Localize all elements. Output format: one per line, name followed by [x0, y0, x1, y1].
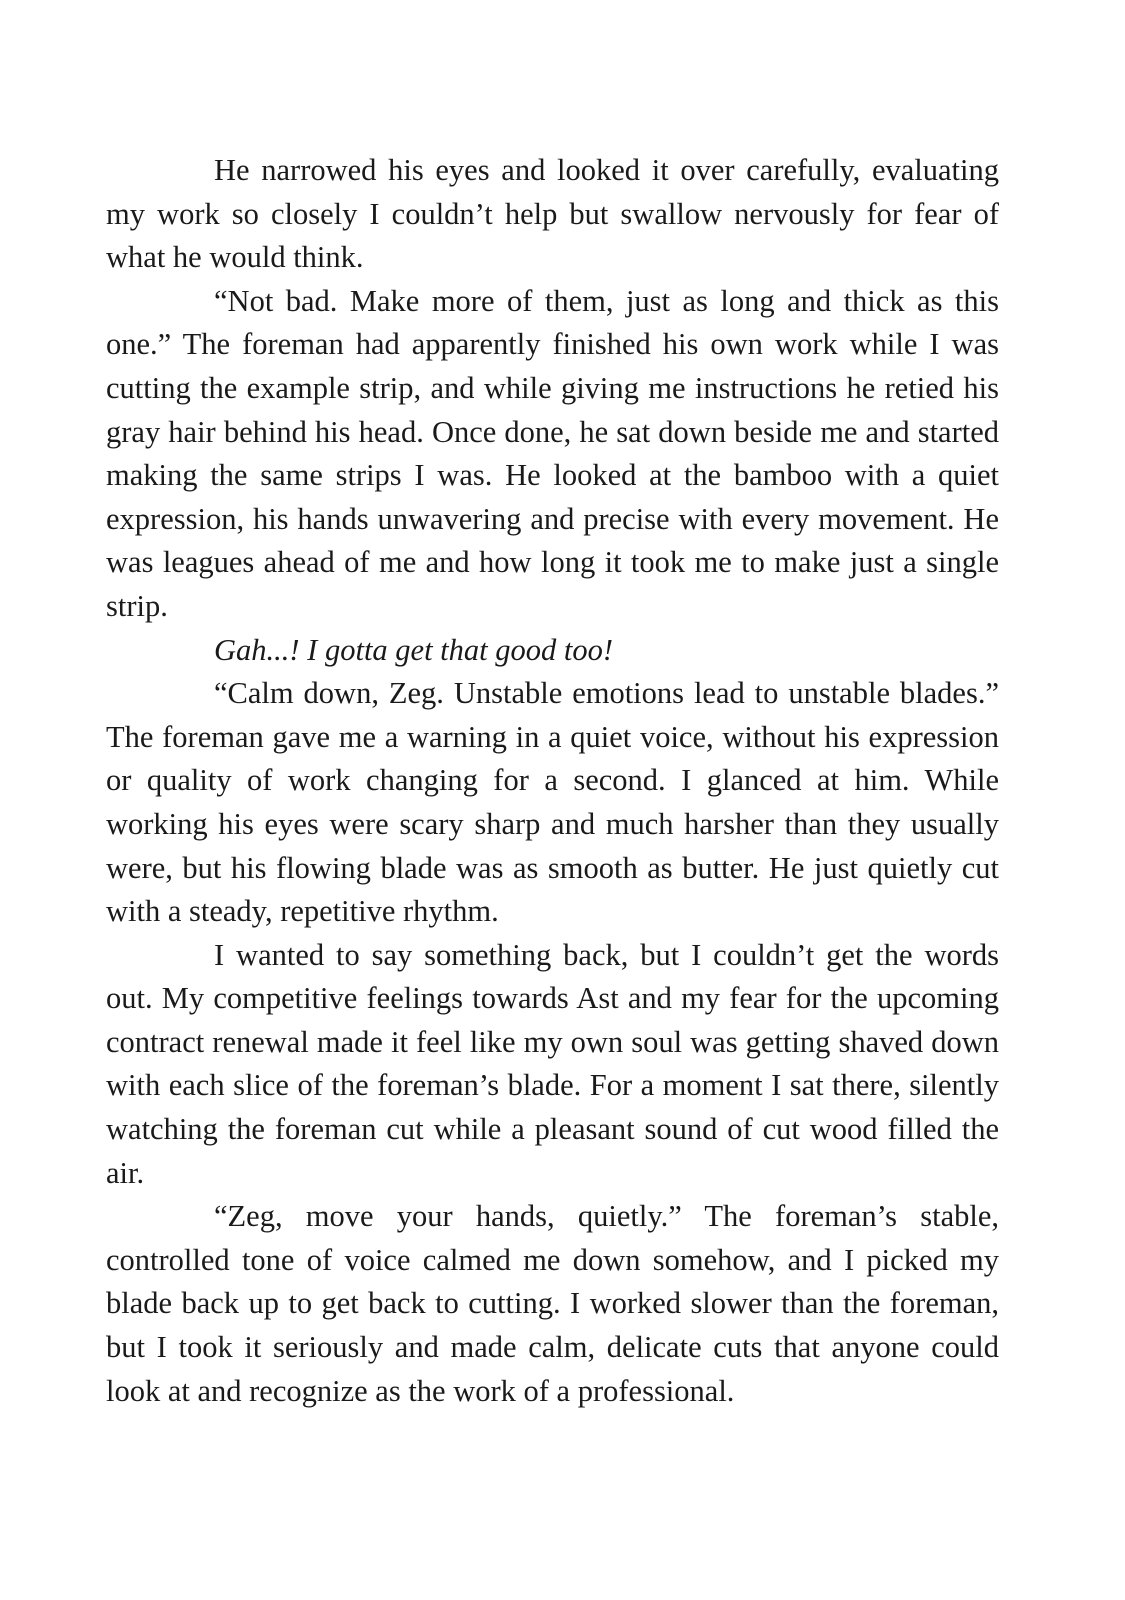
- paragraph-5: I wanted to say something back, but I couldn’t get the words out. My competitive feelings towards Ast and my fear for the upcoming contract renewal made it feel like my own soul was getting shaved down with each slice of the foreman’s blade. For a moment I sat there, silently watching the foreman cut while a pleasant sound of cut wood filled the air.: [106, 937, 999, 1190]
- paragraph-6: “Zeg, move your hands, quietly.” The foreman’s stable, controlled tone of voice calmed me down somehow, and I picked my blade back up to get back to cutting. I worked slower than the foreman, but I took it seriously and made calm, delicate cuts that anyone could look at and recognize as the work of a professional.: [106, 1199, 999, 1408]
- paragraph-4: “Calm down, Zeg. Unstable emotions lead to unstable blades.” The foreman gave me a warning in a quiet voice, without his expression or quality of work changing for a second. I glanced at him. While working his eyes were scary sharp and much harsher than they usually were, but his flowing blade was as smooth as butter. He just quietly cut with a steady, repetitive rhythm.: [106, 676, 999, 929]
- paragraph-3-thought: Gah...! I gotta get that good too!: [214, 632, 614, 667]
- book-page: [106, 149, 999, 1413]
- paragraph-1: He narrowed his eyes and looked it over carefully, evaluating my work so closely I couldn’t help but swallow nervously for fear of what he would think.: [106, 153, 999, 275]
- paragraph-2: “Not bad. Make more of them, just as long and thick as this one.” The foreman had apparently finished his own work while I was cutting the example strip, and while giving me instructions he retied his gray hair behind his head. Once done, he sat down beside me and started making the same strips I was. He looked at the bamboo with a quiet expression, his hands unwavering and precise with every movement. He was leagues ahead of me and how long it took me to make just a single strip.: [106, 283, 999, 623]
